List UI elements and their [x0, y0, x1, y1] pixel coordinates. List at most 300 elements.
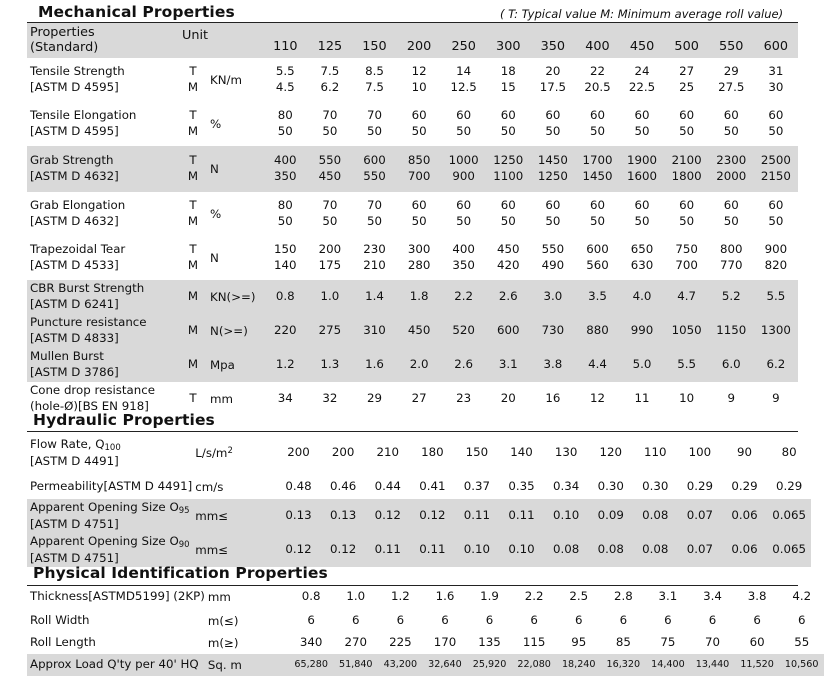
physical-properties-title: Physical Identification Properties — [33, 564, 328, 582]
header-standard: (Standard) — [30, 40, 99, 55]
value-cell: 6 — [530, 612, 538, 627]
value-cell: 9 — [727, 391, 735, 406]
value-cell: 6 — [574, 612, 583, 627]
unit-cell — [205, 609, 289, 632]
value-cell — [352, 102, 397, 146]
value-cell: 150 — [465, 445, 489, 460]
property-label — [27, 280, 179, 314]
value-r1: 1900 — [627, 153, 658, 168]
value-r1: 230 — [363, 242, 386, 257]
grade-header: 110 — [273, 39, 298, 55]
value-r1: 29 — [723, 64, 739, 79]
value-cell: 0.34 — [552, 479, 580, 494]
value-cell — [575, 146, 620, 192]
value-cell: 13,440 — [695, 658, 730, 670]
property-name — [30, 635, 205, 651]
value-cell — [352, 192, 397, 236]
unit-cell — [207, 58, 263, 102]
table-header-row — [27, 22, 798, 58]
value-type: M — [187, 357, 199, 372]
unit-text: N(>=) — [210, 324, 248, 338]
property-label — [27, 192, 179, 236]
value-r2: 1600 — [627, 169, 658, 183]
value-cell: 0.10 — [508, 542, 535, 557]
value-type: T — [189, 391, 197, 406]
value-cell: 450 — [407, 323, 431, 338]
value-cell: 3.0 — [543, 289, 563, 304]
value-cell — [709, 58, 754, 102]
value-cell: 0.07 — [686, 508, 714, 523]
table-row — [27, 348, 798, 382]
value-cell — [754, 146, 799, 192]
value-r1: 60 — [589, 198, 605, 213]
property-name-text: Grab Strength — [30, 153, 114, 168]
value-cell — [575, 58, 620, 102]
value-cell: 3.5 — [588, 289, 607, 304]
value-r2: 490 — [541, 258, 565, 272]
value-r2: 50 — [411, 124, 427, 138]
value-type-tm2: M — [187, 258, 199, 272]
property-label — [27, 632, 205, 654]
value-cell: 1.6 — [435, 589, 455, 604]
value-cell: 0.09 — [597, 508, 624, 523]
value-cell — [620, 236, 665, 280]
value-cell — [754, 192, 799, 236]
value-cell: 210 — [376, 445, 400, 460]
properties-header — [27, 22, 179, 58]
value-r1: 60 — [545, 108, 561, 123]
value-r2: 17.5 — [539, 80, 566, 94]
value-r1: 80 — [277, 108, 293, 123]
top-rule — [27, 22, 798, 23]
value-cell: 0.12 — [285, 542, 312, 557]
table-row — [27, 609, 824, 632]
mechanical-properties-table — [27, 22, 798, 416]
value-cell — [664, 102, 709, 146]
value-cell: 0.11 — [419, 542, 446, 557]
value-cell: 135 — [478, 635, 501, 650]
unit-text: mm — [207, 590, 231, 604]
value-r2: 10 — [411, 80, 427, 94]
value-cell — [352, 58, 397, 102]
unit-cell — [192, 499, 276, 533]
value-cell: 22,080 — [517, 658, 551, 670]
value-cell — [575, 192, 620, 236]
value-cell: 4.7 — [677, 289, 697, 304]
property-name — [30, 383, 179, 399]
value-r2: 210 — [363, 258, 386, 272]
property-standard: [ASTM D 4632] — [30, 214, 119, 228]
value-cell: 115 — [522, 635, 546, 650]
value-r1: 2500 — [760, 153, 791, 168]
value-cell: 32,640 — [428, 658, 462, 670]
value-r2: 50 — [723, 124, 739, 138]
value-cell — [308, 58, 353, 102]
table-row — [27, 280, 798, 314]
value-r1: 31 — [768, 64, 784, 79]
value-cell — [531, 58, 576, 102]
value-cell: 23 — [456, 391, 472, 406]
value-cell: 27 — [411, 391, 427, 406]
unit-text: % — [210, 207, 222, 221]
value-cell — [263, 192, 308, 236]
value-r2: 6.2 — [320, 80, 340, 94]
property-standard: [ASTM D 4751] — [30, 516, 119, 531]
value-r1: 650 — [630, 242, 654, 257]
value-cell: 0.29 — [775, 479, 803, 494]
value-cell: 310 — [363, 323, 386, 338]
value-r1: 60 — [723, 198, 739, 213]
value-cell: 1300 — [760, 323, 791, 338]
value-cell: 130 — [554, 445, 578, 460]
value-cell: 6 — [485, 612, 494, 627]
value-r2: 560 — [586, 258, 609, 272]
value-cell: 3.8 — [747, 589, 767, 604]
property-name — [30, 349, 179, 365]
property-name — [30, 108, 179, 124]
value-r1: 24 — [634, 64, 650, 79]
value-type — [179, 58, 207, 102]
table-row — [27, 499, 811, 533]
unit-cell — [207, 102, 263, 146]
value-cell — [441, 146, 486, 192]
value-r2: 20.5 — [584, 80, 611, 94]
property-name-text: Puncture resistance — [30, 315, 147, 330]
value-r2: 700 — [675, 258, 698, 272]
value-cell: 0.065 — [772, 508, 806, 523]
value-cell: 0.12 — [330, 542, 357, 557]
value-r1: 1250 — [493, 153, 524, 168]
grade-header: 250 — [451, 39, 476, 55]
value-cell — [486, 146, 531, 192]
value-cell: 18,240 — [561, 658, 596, 670]
grade-header: 450 — [629, 39, 655, 55]
property-name-text: Roll Width — [30, 612, 90, 627]
physical-rule — [27, 585, 798, 586]
value-cell: 2.5 — [569, 589, 589, 604]
value-r1: 60 — [500, 198, 516, 213]
table-row — [27, 102, 798, 146]
value-cell: 0.06 — [731, 508, 758, 523]
property-name — [30, 500, 192, 517]
value-cell — [397, 102, 442, 146]
value-cell: 200 — [287, 445, 310, 460]
grade-header: 350 — [540, 39, 566, 55]
value-r2: 27.5 — [718, 80, 745, 94]
value-cell — [620, 58, 665, 102]
grade-header: 600 — [763, 39, 789, 55]
value-cell: 110 — [644, 445, 667, 460]
value-r2: 1100 — [493, 169, 524, 183]
value-cell: 3.8 — [543, 357, 563, 372]
value-r1: 150 — [274, 242, 297, 257]
unit-cell — [207, 314, 263, 348]
value-type-tm1: T — [189, 242, 197, 257]
value-cell: 220 — [274, 323, 297, 338]
value-r1: 900 — [764, 242, 788, 257]
value-cell: 6.0 — [721, 357, 741, 372]
property-standard: [ASTM D 6241] — [30, 297, 119, 311]
value-cell — [308, 146, 353, 192]
value-r2: 50 — [277, 124, 293, 138]
value-cell: 4.4 — [588, 357, 607, 372]
value-cell — [308, 102, 353, 146]
hydraulic-properties-title: Hydraulic Properties — [33, 411, 215, 429]
value-cell: 225 — [389, 635, 412, 650]
value-r1: 60 — [545, 198, 561, 213]
value-r2: 420 — [497, 258, 520, 272]
value-cell: 6 — [307, 612, 315, 627]
grade-header: 550 — [719, 39, 744, 55]
value-cell — [664, 236, 709, 280]
value-r2: 1450 — [582, 169, 613, 183]
value-r1: 12 — [411, 64, 427, 79]
property-label — [27, 314, 179, 348]
property-name-text: Tensile Strength — [30, 64, 125, 79]
value-cell: 0.08 — [597, 542, 624, 557]
property-name — [30, 437, 192, 454]
value-cell: 0.08 — [642, 508, 669, 523]
unit-text: m(≤) — [207, 613, 239, 628]
value-r1: 60 — [411, 198, 427, 213]
value-cell: 340 — [299, 635, 323, 650]
table-row — [27, 58, 798, 102]
value-cell: 3.1 — [498, 357, 518, 372]
value-cell: 0.41 — [419, 479, 446, 494]
value-r2: 630 — [630, 258, 654, 272]
value-cell: 6 — [753, 612, 761, 627]
value-r2: 280 — [407, 258, 431, 272]
value-cell: 3.4 — [703, 589, 722, 604]
unit-cell — [205, 585, 289, 609]
value-r1: 70 — [322, 198, 338, 213]
value-cell: 0.06 — [731, 542, 758, 557]
property-name — [30, 242, 179, 258]
property-name-text: Mullen Burst — [30, 349, 104, 364]
grade-header: 300 — [496, 39, 521, 55]
value-r1: 22 — [589, 64, 605, 79]
value-r1: 70 — [322, 108, 338, 123]
value-cell: 6 — [664, 612, 672, 627]
value-cell: 5.5 — [677, 357, 697, 372]
value-cell — [263, 236, 308, 280]
value-r1: 850 — [407, 153, 431, 168]
property-name — [30, 657, 205, 673]
value-cell: 3.1 — [658, 589, 678, 604]
value-cell — [263, 146, 308, 192]
value-cell: 180 — [421, 445, 444, 460]
value-cell: 4.2 — [792, 589, 812, 604]
value-r1: 60 — [768, 198, 784, 213]
value-r1: 60 — [723, 108, 739, 123]
value-r2: 50 — [366, 214, 382, 228]
value-cell — [709, 146, 754, 192]
value-cell: 12 — [589, 391, 605, 406]
value-r2: 140 — [274, 258, 297, 272]
value-cell: 730 — [541, 323, 565, 338]
value-cell: 90 — [736, 445, 752, 460]
value-r1: 60 — [634, 108, 650, 123]
value-cell: 1.2 — [390, 589, 410, 604]
value-cell: 80 — [781, 445, 797, 460]
value-r1: 5.5 — [275, 64, 295, 79]
value-cell: 51,840 — [338, 658, 373, 670]
value-cell — [664, 146, 709, 192]
value-r2: 50 — [322, 124, 338, 138]
value-r1: 600 — [586, 242, 609, 257]
value-r1: 14 — [456, 64, 472, 79]
unit-text: m(≥) — [207, 636, 239, 650]
value-cell: 0.48 — [285, 479, 312, 494]
property-name-text: Flow Rate, Q — [30, 436, 105, 451]
value-r2: 25 — [679, 80, 695, 94]
property-name — [30, 534, 192, 551]
value-r2: 12.5 — [450, 80, 477, 94]
value-cell: 5.5 — [766, 289, 786, 304]
property-standard: [ASTM D 4491] — [30, 453, 119, 468]
value-r1: 60 — [679, 198, 695, 213]
unit-text: KN/m — [210, 73, 243, 87]
value-r2: 50 — [545, 124, 561, 138]
value-cell: 120 — [599, 445, 622, 460]
unit-cell — [205, 654, 289, 676]
value-cell: 70 — [705, 635, 721, 650]
value-cell — [486, 236, 531, 280]
value-cell — [486, 192, 531, 236]
value-cell — [620, 102, 665, 146]
property-subscript: 100 — [104, 442, 121, 453]
value-cell: 0.8 — [301, 589, 321, 604]
value-cell: 170 — [433, 635, 457, 650]
value-r1: 60 — [634, 198, 650, 213]
value-cell: 0.44 — [374, 479, 401, 494]
value-r2: 350 — [274, 169, 297, 183]
value-r1: 550 — [541, 242, 565, 257]
value-type-tm1: T — [189, 64, 197, 79]
value-r2: 50 — [456, 124, 472, 138]
value-r2: 700 — [407, 169, 431, 183]
value-cell: 11 — [634, 391, 650, 406]
grade-header: 400 — [585, 39, 610, 55]
value-cell: 32 — [322, 391, 338, 406]
value-cell: 85 — [615, 635, 631, 650]
value-cell: 0.12 — [374, 508, 401, 523]
value-cell: 0.11 — [508, 508, 535, 523]
property-label — [27, 499, 192, 533]
value-type-tm2: M — [187, 80, 199, 94]
value-cell — [308, 192, 353, 236]
value-cell — [754, 102, 799, 146]
value-r1: 750 — [675, 242, 698, 257]
property-label — [27, 654, 205, 676]
table-row — [27, 632, 824, 654]
value-r2: 50 — [679, 124, 695, 138]
value-type — [179, 192, 207, 236]
value-r2: 50 — [545, 214, 561, 228]
value-cell: 1.4 — [365, 289, 384, 304]
property-standard: (hole-Ø)[BS EN 918] — [30, 399, 149, 413]
value-cell: 6 — [619, 612, 628, 627]
value-r2: 50 — [768, 214, 784, 228]
unit-cell — [205, 632, 289, 654]
property-name — [30, 479, 192, 495]
unit-cell — [207, 146, 263, 192]
value-cell — [531, 146, 576, 192]
value-cell: 16 — [545, 391, 561, 406]
value-cell: 0.08 — [642, 542, 669, 557]
value-r1: 80 — [277, 198, 293, 213]
value-cell: 0.8 — [275, 289, 295, 304]
unit-cell — [207, 382, 263, 416]
value-cell: 1.8 — [409, 289, 429, 304]
value-cell: 2.0 — [409, 357, 429, 372]
value-r1: 60 — [589, 108, 605, 123]
value-cell: 6 — [708, 612, 717, 627]
value-r2: 900 — [452, 169, 475, 183]
value-type-tm1: T — [189, 198, 197, 213]
property-name-text: Tensile Elongation — [30, 108, 137, 123]
value-cell — [263, 102, 308, 146]
table-row — [27, 431, 811, 475]
value-cell: 11,520 — [740, 658, 774, 670]
value-cell: 1.6 — [365, 357, 384, 372]
property-standard: [ASTM D 4632] — [30, 169, 119, 183]
value-cell: 0.35 — [508, 479, 535, 494]
value-type — [179, 236, 207, 280]
property-name — [30, 198, 179, 214]
property-name — [30, 315, 179, 331]
property-label — [27, 348, 179, 382]
property-name-text: Apparent Opening Size O — [30, 533, 179, 548]
property-name — [30, 153, 179, 169]
value-cell: 25,920 — [472, 658, 507, 670]
value-r2: 50 — [723, 214, 739, 228]
value-cell: 6 — [396, 612, 405, 627]
legend-note: ( T: Typical value M: Minimum average roll value) — [500, 7, 784, 21]
value-r2: 50 — [277, 214, 293, 228]
value-type-tm2: M — [187, 124, 199, 138]
value-type: M — [187, 289, 199, 304]
value-cell — [441, 192, 486, 236]
grade-header: 200 — [406, 39, 432, 55]
value-cell — [397, 236, 442, 280]
property-name-text: CBR Burst Strength — [30, 281, 145, 296]
value-cell: 43,200 — [383, 658, 418, 670]
property-label — [27, 146, 179, 192]
value-cell — [441, 102, 486, 146]
value-cell: 10 — [679, 391, 695, 406]
unit-header: Unit — [182, 28, 209, 43]
value-r2: 50 — [411, 214, 427, 228]
value-cell: 0.30 — [597, 479, 624, 494]
value-type-tm1: T — [189, 108, 197, 123]
value-cell: 0.065 — [772, 542, 806, 557]
value-r1: 7.5 — [320, 64, 340, 79]
value-r1: 1450 — [537, 153, 568, 168]
unit-text: mm≤ — [195, 509, 229, 523]
value-cell — [664, 58, 709, 102]
unit-cell — [207, 280, 263, 314]
value-cell — [352, 146, 397, 192]
physical-properties-table — [27, 585, 824, 676]
unit-cell — [192, 431, 276, 475]
table-row — [27, 585, 824, 609]
value-cell: 55 — [794, 635, 810, 650]
unit-text: L/s/m — [195, 446, 228, 460]
value-cell: 0.13 — [330, 508, 357, 523]
value-cell: 0.10 — [552, 508, 580, 523]
property-standard: [ASTM D 3786] — [30, 365, 119, 379]
